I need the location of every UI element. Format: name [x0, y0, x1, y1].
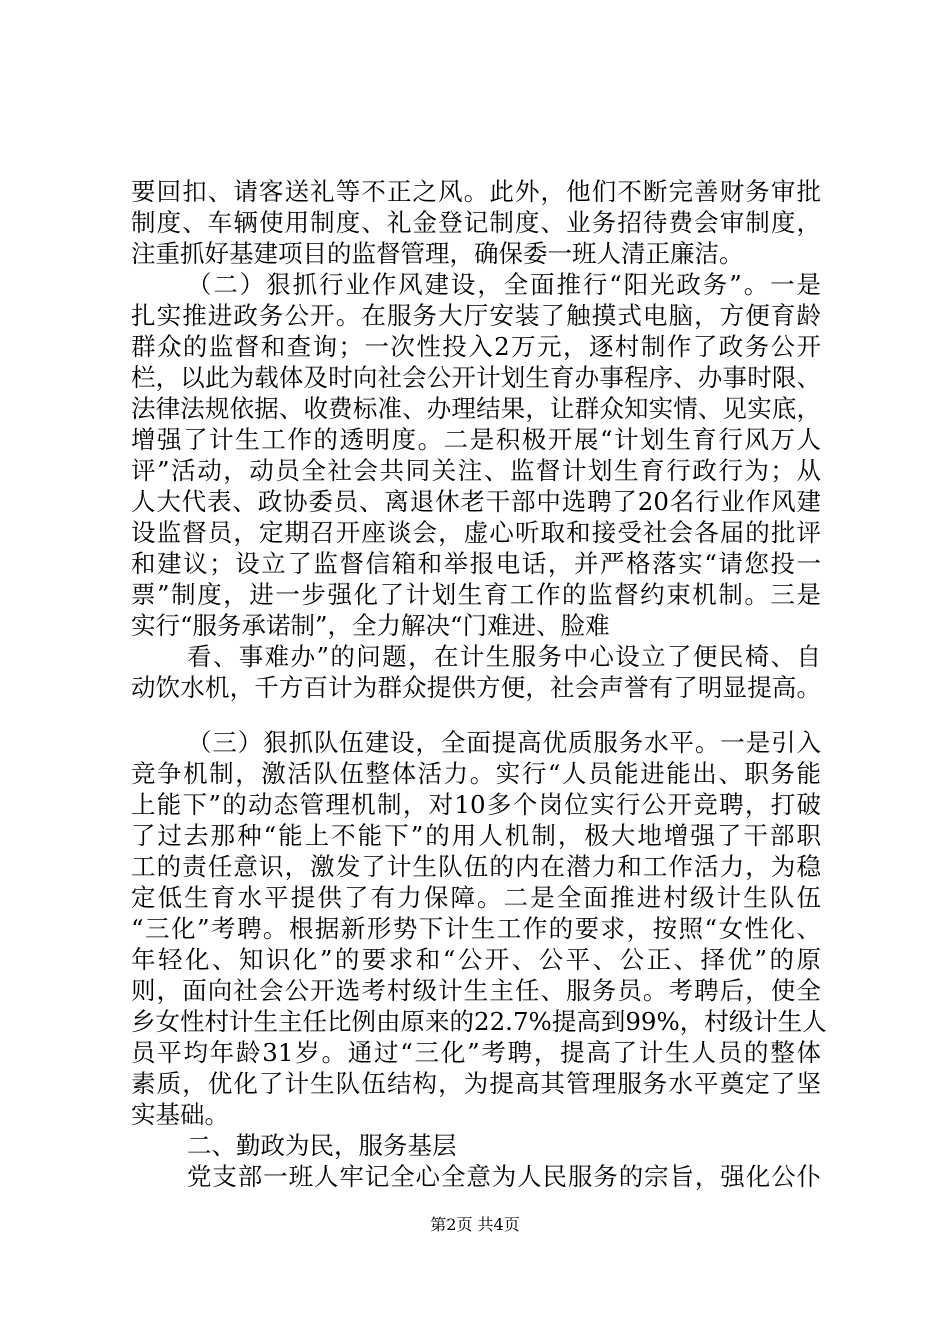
- text-line: 增强了计生工作的透明度。二是积极开展“计划生育行风万人: [131, 425, 821, 454]
- text-line: 栏，以此为载体及时向社会公开计划生育办事程序、办事时限、: [131, 363, 821, 392]
- text-line: 定低生育水平提供了有力保障。二是全面推进村级计生队伍: [131, 883, 821, 912]
- text-line: 评”活动，动员全社会共同关注、监督计划生育行政行为；从: [131, 456, 821, 485]
- section-heading: 二、勤政为民，服务基层: [187, 1131, 457, 1160]
- paragraph-start: 党支部一班人牢记全心全意为人民服务的宗旨，强化公仆: [187, 1162, 821, 1191]
- paragraph-start: （三）狠抓队伍建设，全面提高优质服务水平。一是引入: [187, 728, 821, 757]
- text-line: 则，面向社会公开选考村级计生主任、服务员。考聘后，使全: [131, 976, 821, 1005]
- text-line: 动饮水机，千方百计为群众提供方便，社会声誉有了明显提高。: [131, 673, 821, 702]
- text-line: 工的责任意识，激发了计生队伍的内在潜力和工作活力，为稳: [131, 852, 821, 881]
- text-line: 票”制度，进一步强化了计划生育工作的监督约束机制。三是: [131, 580, 821, 609]
- text-line: 上能下”的动态管理机制，对10多个岗位实行公开竞聘，打破: [131, 790, 821, 819]
- page-number-footer: 第2页 共4页: [430, 1215, 520, 1234]
- text-line: 年轻化、知识化”的要求和“公开、公平、公正、择优”的原: [131, 945, 821, 974]
- text-line: “三化”考聘。根据新形势下计生工作的要求，按照“女性化、: [131, 914, 821, 943]
- text-line-indented: 看、事难办”的问题，在计生服务中心设立了便民椅、自: [187, 642, 821, 671]
- text-line: 扎实推进政务公开。在服务大厅安装了触摸式电脑，方便育龄: [131, 301, 821, 330]
- text-line: 制度、车辆使用制度、礼金登记制度、业务招待费会审制度，: [131, 208, 821, 237]
- text-line: 注重抓好基建项目的监督管理，确保委一班人清正廉洁。: [131, 239, 744, 268]
- text-line: 和建议；设立了监督信箱和举报电话，并严格落实“请您投一: [131, 549, 821, 578]
- text-line: 实基础。: [131, 1100, 229, 1129]
- text-line: 竞争机制，激活队伍整体活力。实行“人员能进能出、职务能: [131, 759, 821, 788]
- text-line: 群众的监督和查询；一次性投入2万元，逐村制作了政务公开: [131, 332, 821, 361]
- paragraph-start: （二）狠抓行业作风建设，全面推行“阳光政务”。一是: [187, 270, 821, 299]
- text-line: 设监督员，定期召开座谈会，虚心听取和接受社会各届的批评: [131, 518, 821, 547]
- text-line: 实行“服务承诺制”，全力解决“门难进、脸难: [131, 611, 610, 640]
- text-line: 素质，优化了计生队伍结构，为提高其管理服务水平奠定了坚: [131, 1069, 821, 1098]
- text-line: 法律法规依据、收费标准、办理结果，让群众知实情、见实底，: [131, 394, 821, 423]
- text-line: 要回扣、请客送礼等不正之风。此外，他们不断完善财务审批: [131, 177, 821, 206]
- text-line: 了过去那种“能上不能下”的用人机制，极大地增强了干部职: [131, 821, 821, 850]
- text-line: 乡女性村计生主任比例由原来的22.7%提高到99%，村级计生人: [131, 1007, 827, 1036]
- text-line: 员平均年龄31岁。通过“三化”考聘，提高了计生人员的整体: [131, 1038, 821, 1067]
- text-line: 人大代表、政协委员、离退休老干部中选聘了20名行业作风建: [131, 487, 821, 516]
